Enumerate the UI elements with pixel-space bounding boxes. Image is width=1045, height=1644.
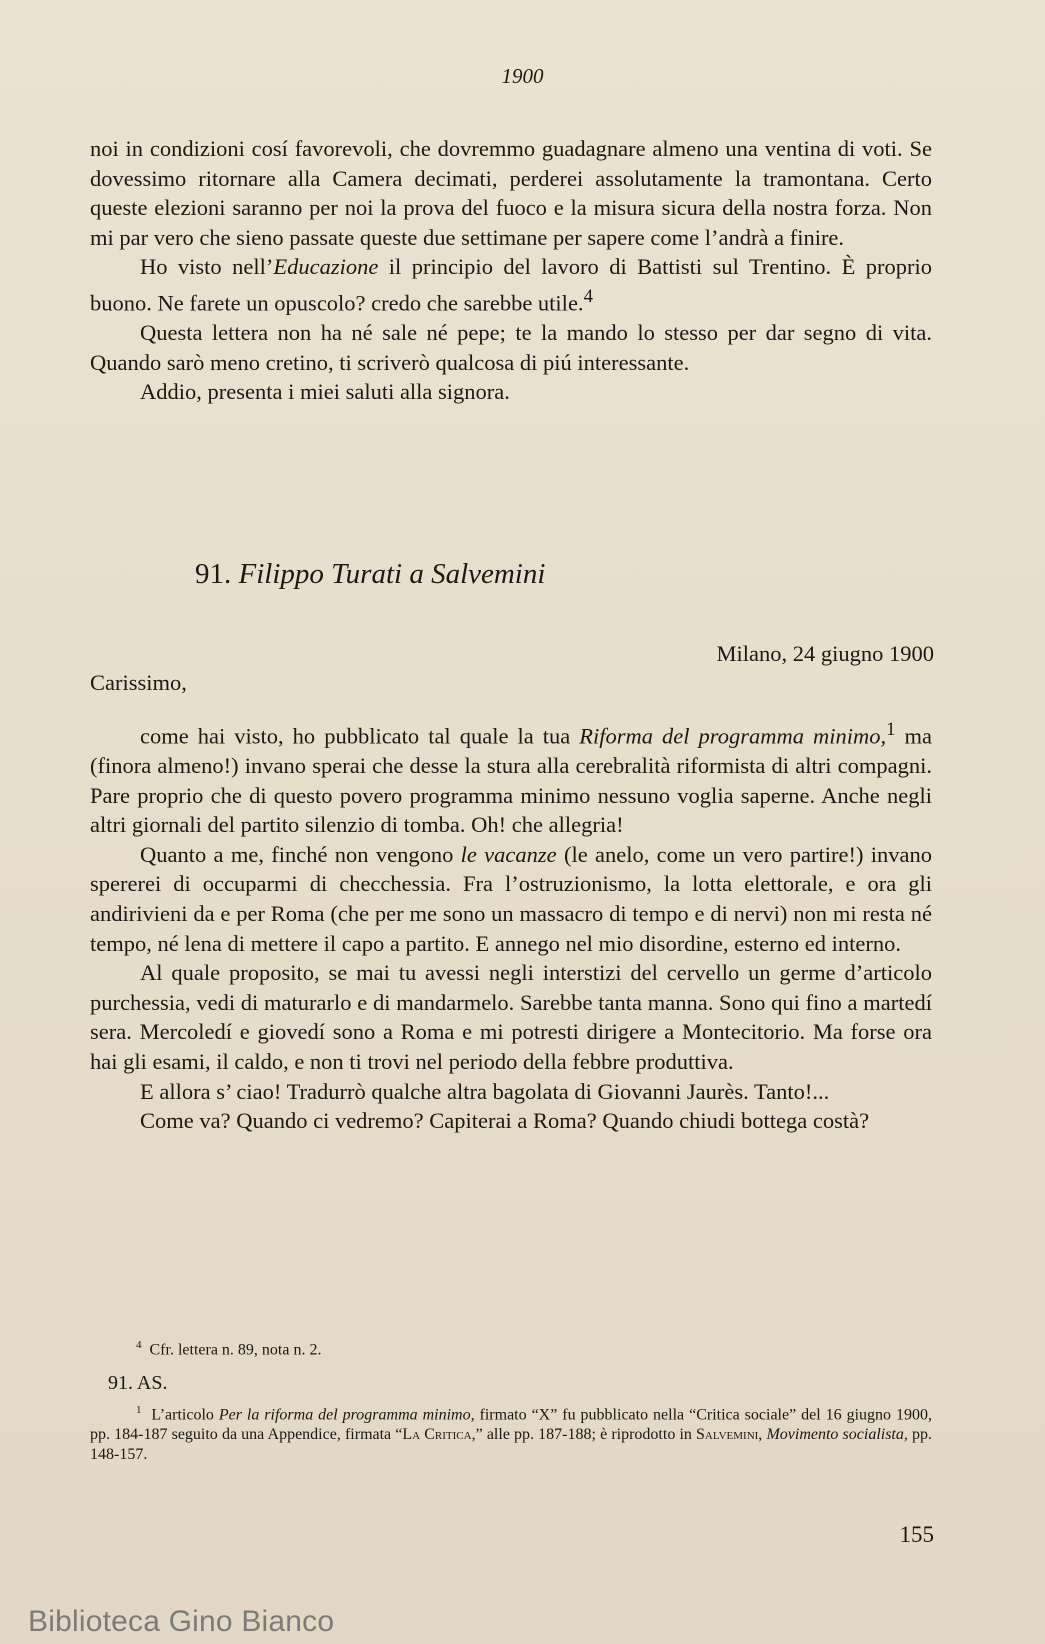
paragraph [90, 252, 932, 318]
footnote-1 [90, 1400, 932, 1465]
text-run: il principio del lavoro di Battisti sul Trentino. È proprio buono. Ne farete un opuscolo? credo che sarebbe utile. [90, 254, 932, 316]
small-caps-run: La Critica [402, 1426, 472, 1444]
text-run: L’articolo [151, 1406, 219, 1424]
paragraph: noi in condizioni cosí favorevoli, che dovremmo guadagnare almeno una ventina di voti. Se dovessimo ritornare alla Camera decimati, perderei assolutamente la tramontana. Certo queste elezioni saranno per noi la prova del fuoco e la misura sicura della nostra forza. Non mi par vero che sieno passate queste due settimane per sapere come l’andrà a finire. [90, 136, 932, 250]
page-number: 155 [899, 1522, 934, 1547]
italic-title: Riforma del programma minimo, [579, 723, 887, 749]
letter-title: Filippo Turati a Salvemini [238, 558, 546, 590]
paragraph [90, 715, 932, 840]
letter-heading [195, 558, 545, 591]
italic-title: Movimento socialista, [766, 1426, 908, 1444]
footnote-letter-head: 91. AS. [108, 1372, 168, 1394]
small-caps-run: Salvemini [696, 1426, 759, 1444]
italic-title: Educazione [273, 254, 379, 280]
paragraph: Questa lettera non ha né sale né pepe; te la mando lo stesso per dar segno di vita. Quando sarò meno cretino, ti scriverò qualcosa di piú interessante. [90, 320, 932, 375]
text-run: ma (finora almeno!) invano sperai che desse la stura alla cerebralità riformista di altri compagni. Pare proprio che di questo povero programma minimo nessuno voglia saperne. Anche negli altri giornali del partito silenzio di tomba. Oh! che allegria! [90, 723, 932, 838]
letter-number: 91. [195, 558, 232, 590]
footnote-ref: 1 [886, 719, 896, 740]
footnote-ref: 4 [583, 285, 593, 307]
footnote-mark: 4 [136, 1339, 142, 1351]
footnote-text: Cfr. lettera n. 89, nota n. 2. [149, 1341, 322, 1359]
dateline: Milano, 24 giugno 1900 [716, 641, 934, 666]
paragraph: Al quale proposito, se mai tu avessi negli interstizi del cervello un germe d’articolo purchessia, vedi di maturarlo e di mandarmelo. Sarebbe tanta manna. Sono qui fino a martedí sera. Mercoledí e giovedí sono a Roma e mi potresti dirigere a Montecitorio. Ma forse ora hai gli esami, il caldo, e non ti trovi nel periodo della febbre produttiva. [90, 960, 932, 1075]
letter-91-body [90, 715, 932, 1136]
running-head: 1900 [501, 64, 544, 88]
paragraph: E allora s’ ciao! Tradurrò qualche altra bagolata di Giovanni Jaurès. Tanto!... [140, 1078, 830, 1104]
paragraph: Come va? Quando ci vedremo? Capiterai a Roma? Quando chiudi bottega costà? [140, 1108, 870, 1134]
italic-title: Per la riforma del programma minimo, [218, 1406, 475, 1424]
text-run: firmato “X” fu pubblicato nella “Critica sociale” del 16 giugno 1900, pp. 184-187 seguito da una Appendice, firmata “ [90, 1406, 933, 1444]
text-run: come hai visto, ho pubblicato tal quale la tua [140, 723, 580, 749]
italic-phrase: le vacanze [460, 841, 557, 867]
letter-90-conclusion [90, 134, 932, 407]
text-run: pp. 148-157. [90, 1426, 933, 1464]
text-run: (le anelo, come un vero partire!) invano spererei di occuparmi di checchessia. Fra l’ostruzionismo, la lotta elettorale, e ora gli andirivieni da e per Roma (che per me sono un massacro di tempo e di nervi) non mi resta né tempo, né lena di mettere il capo a partito. E annego nel mio disordine, esterno ed interno. [90, 841, 932, 956]
footnote-mark: 1 [136, 1404, 142, 1416]
text-run: Quanto a me, finché non vengono [140, 841, 461, 867]
text-run: , [758, 1426, 767, 1444]
footnote-4 [90, 1335, 978, 1360]
salutation: Carissimo, [90, 670, 187, 695]
text-run: ,” alle pp. 187-188; è riprodotto in [471, 1426, 697, 1444]
text-run: Ho visto nell’ [140, 254, 274, 280]
paragraph: Addio, presenta i miei saluti alla signora. [140, 379, 510, 405]
paragraph [90, 840, 932, 958]
library-watermark: Biblioteca Gino Bianco [28, 1605, 335, 1638]
